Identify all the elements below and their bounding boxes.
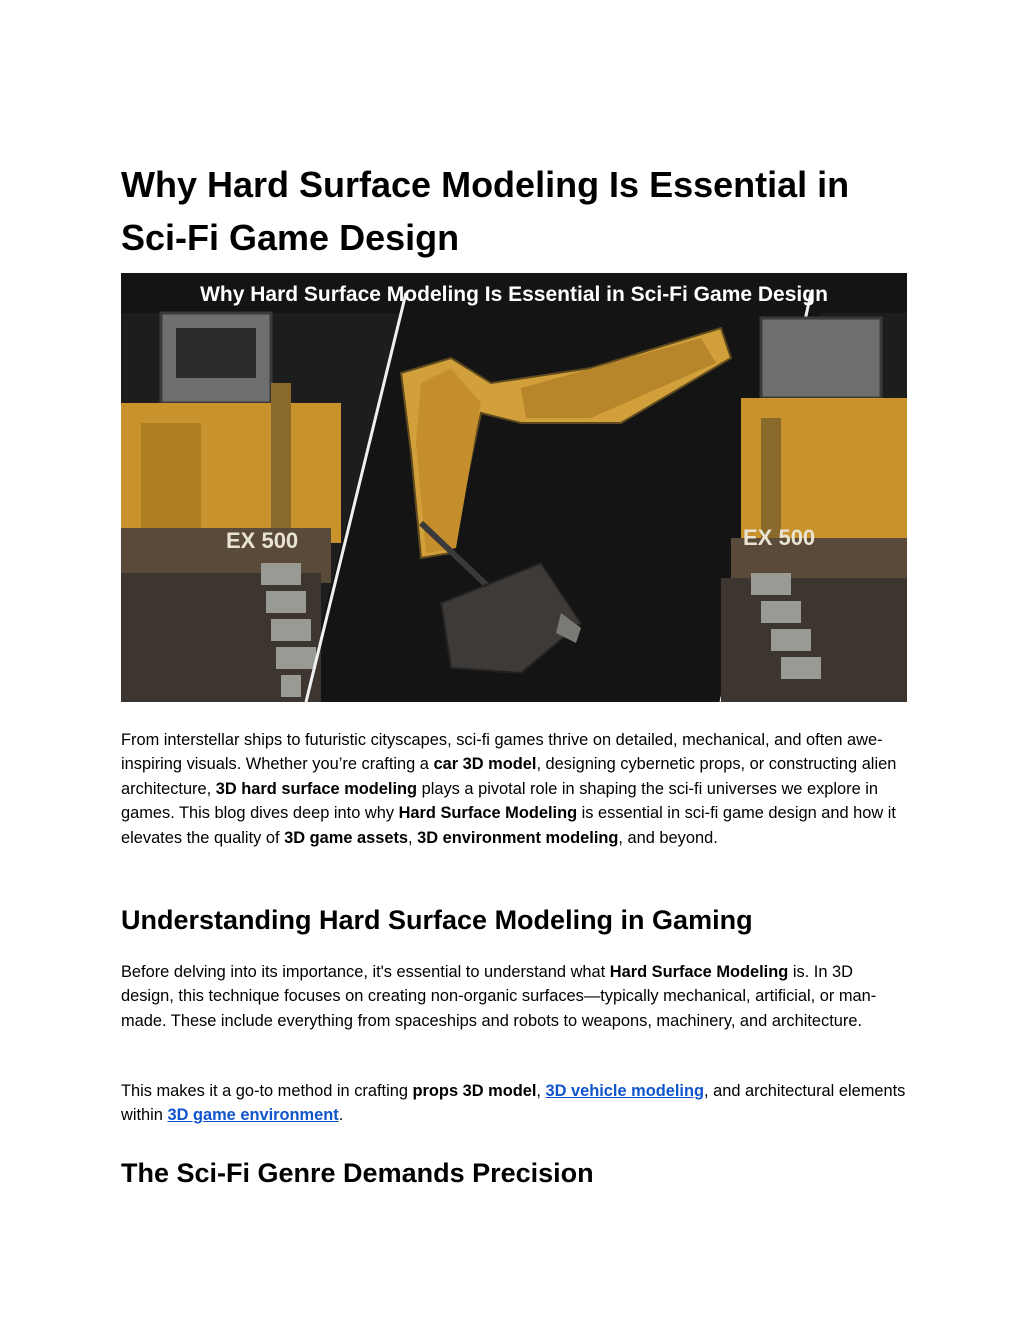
page-title: Why Hard Surface Modeling Is Essential in Sci-Fi Game Design (121, 164, 850, 258)
intro-bold-3d-environment-modeling: 3D environment modeling (417, 828, 619, 847)
s1p2-bold-props-3d-model: props 3D model (412, 1082, 537, 1100)
section1-paragraph-1 (121, 960, 907, 1033)
s1p1-bold-hard-surface-modeling: Hard Surface Modeling (609, 963, 789, 981)
left-plate-text: EX 500 (226, 528, 299, 553)
intro-text-3: plays a pivotal role in shaping the sci-fi universes we explore in games. This blog dives deep into why (121, 779, 879, 823)
intro-bold-hard-surface-modeling: Hard Surface Modeling (398, 804, 578, 823)
s1p1-text-2: is. In 3D design, this technique focuses on creating non-organic surfaces—typically mechanical, artificial, or man-made. These include everything from spaceships and robots to weapons, machinery, and architecture. (121, 963, 877, 1030)
excavator-illustration (121, 273, 907, 702)
hero-banner-title: Why Hard Surface Modeling Is Essential in Sci-Fi Game Design (200, 283, 828, 306)
section1-paragraph-2 (121, 1079, 907, 1128)
intro-text-4: is essential in sci-fi game design and how it elevates the quality of (121, 804, 896, 847)
s1p2-text-2: , (536, 1082, 546, 1100)
intro-text-2: , designing cybernetic props, or constructing alien architecture, (121, 755, 897, 798)
s1p2-text-1: This makes it a go-to method in crafting (121, 1082, 413, 1100)
s1p1-text-1: Before delving into its importance, it's essential to understand what (121, 963, 610, 981)
link-3d-game-environment[interactable]: 3D game environment (167, 1106, 339, 1125)
intro-text-1: From interstellar ships to futuristic cityscapes, sci-fi games thrive on detailed, mechanical, and often awe-inspiring visuals. Whether you’re crafting a (121, 731, 883, 774)
intro-bold-3d-hard-surface: 3D hard surface modeling (215, 779, 418, 798)
intro-paragraph (121, 728, 907, 850)
section-heading-precision: The Sci-Fi Genre Demands Precision (121, 1158, 594, 1188)
right-plate-text: EX 500 (743, 525, 816, 550)
s1p2-text-4: . (338, 1106, 344, 1125)
intro-text-5: , (408, 828, 418, 847)
intro-text-6: , and beyond. (618, 828, 718, 847)
section-heading-understanding: Understanding Hard Surface Modeling in Gaming (121, 905, 753, 935)
link-3d-vehicle-modeling[interactable]: 3D vehicle modeling (545, 1082, 704, 1100)
hero-image (121, 273, 907, 702)
intro-bold-car-3d-model: car 3D model (433, 755, 537, 774)
intro-bold-3d-game-assets: 3D game assets (284, 828, 409, 847)
s1p2-text-3: , and architectural elements within (121, 1082, 906, 1125)
